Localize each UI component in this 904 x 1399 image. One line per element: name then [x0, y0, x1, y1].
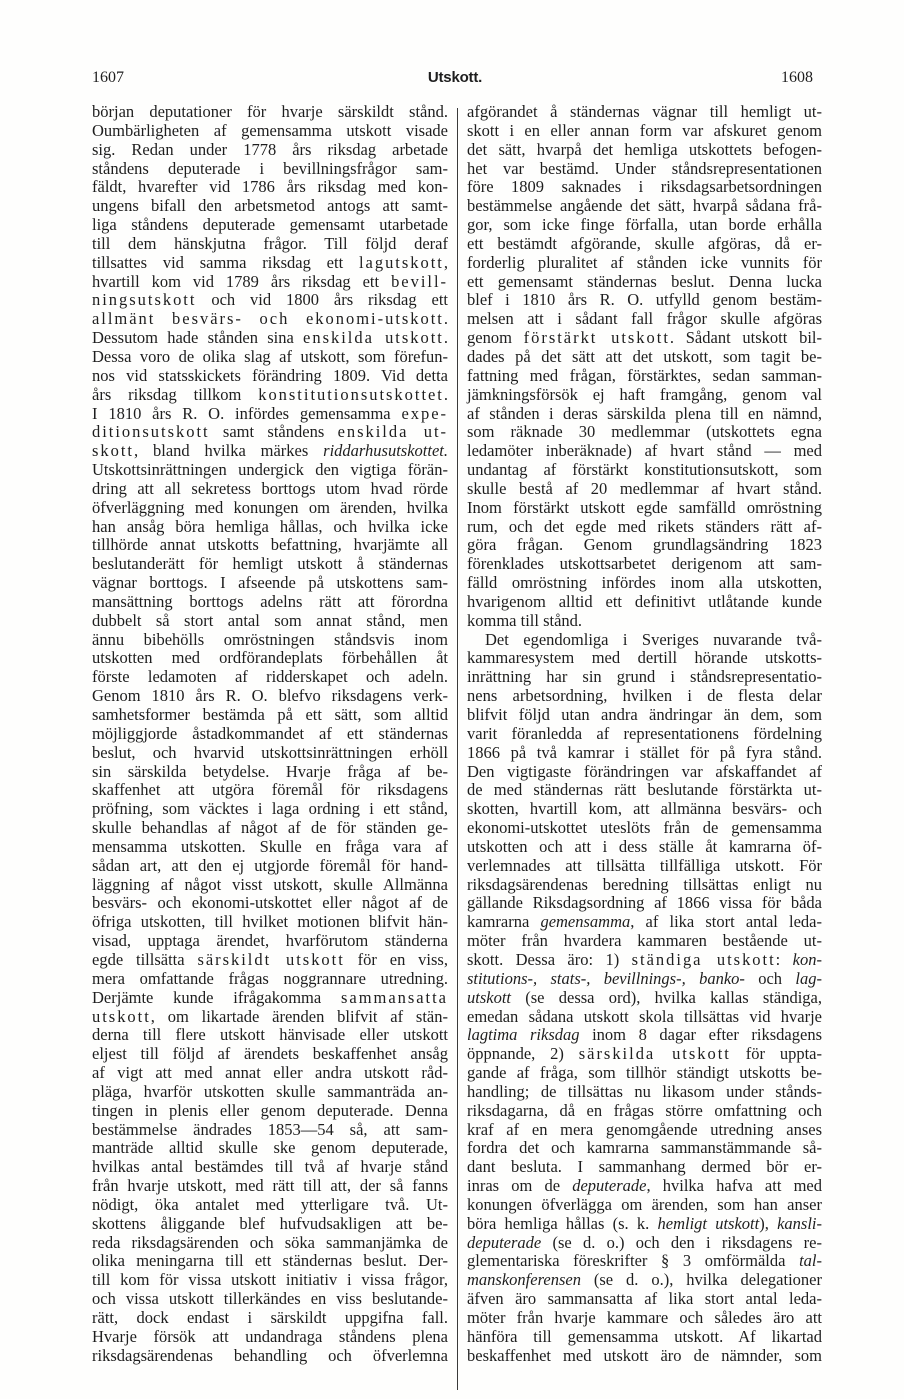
italic-term: gemensamma	[540, 912, 631, 932]
italic-term: tal-	[799, 1251, 822, 1271]
text-line: ännu bibehölls omröstningen ståndsvis inom	[92, 629, 448, 649]
text-line	[467, 1177, 822, 1196]
text-run: genom	[467, 328, 524, 348]
text-line: gällande Riksdagsordning af 1866 vissa för båda	[467, 893, 822, 913]
text-line: bestämmelse angående det sätt, hvarpå sådana frå-	[467, 196, 822, 216]
text-line: liga ståndens deputerade gemensamt utarbetade	[92, 215, 448, 235]
text-line: vägnar borttogs. I afseende på utskottens sam-	[92, 573, 448, 593]
italic-term: kon-	[792, 949, 822, 969]
text-line: skaffenhet att utgöra föremål för riksdagens	[92, 780, 448, 800]
text-line: Utskottsinrättningen undergick den vigtiga förän-	[92, 460, 448, 480]
text-line: rätt, dock endast i särskildt uppgifna fall.	[92, 1308, 448, 1327]
text-line: Hvarje försök att undandraga ståndens plena	[92, 1326, 448, 1346]
text-run: (se d. o.) och den i riksdagens re-	[541, 1232, 822, 1252]
text-line: läggning af något visst utskott, skulle Allmänna	[92, 874, 448, 894]
italic-term: stitutions-, stats-, bevillnings-, banko-	[467, 968, 745, 988]
text-run: , om likartade ärenden blifvit af stän-	[150, 1006, 448, 1026]
text-line	[92, 273, 448, 292]
text-line	[92, 254, 448, 273]
text-line	[467, 913, 822, 932]
text-line: undantag af förstärkt konstitutionsutskott, som	[467, 460, 822, 480]
text-line: bestämmelse ändrades 1853—54 så, att sam-	[92, 1119, 448, 1139]
text-line: handling; de tillsättas nu likasom under stånds-	[467, 1081, 822, 1101]
text-line: ett gemensamt ständernas beslut. Denna lucka	[467, 271, 822, 291]
text-line	[467, 951, 822, 970]
text-run: och vid 1800 års riksdag ett	[196, 290, 448, 310]
text-line: sig. Redan under 1778 års riksdag arbetade	[92, 139, 448, 159]
text-line	[467, 1215, 822, 1234]
text-line	[467, 970, 822, 989]
text-line	[92, 989, 448, 1008]
italic-term: lagtima riksdag	[467, 1025, 580, 1045]
text-line: ståndens deputerade i bevillningsfrågor sam-	[92, 158, 448, 178]
spaced-term: ständiga utskott	[631, 949, 776, 969]
text-line: beslutanderätt för hemligt utskott å ständernas	[92, 554, 448, 574]
italic-term: hemligt utskott	[657, 1213, 760, 1233]
text-line: han ansåg böra hemliga hållas, och hvilka icke	[92, 516, 448, 536]
text-line	[92, 951, 448, 970]
spaced-term: särskildt utskott	[197, 949, 345, 969]
text-line: het var bestämd. Under ståndsrepresentationen	[467, 158, 822, 178]
text-line: skulle bestå af 20 medlemmar af hvart stånd.	[467, 478, 822, 498]
text-line: konungen öfverlägga om ärenden, som han anser	[467, 1194, 822, 1214]
spaced-term: enskilda ut-	[337, 422, 448, 442]
text-run: öppnande, 2)	[467, 1044, 579, 1064]
text-line: och vissa utskott tillerkändes en viss beslutande-	[92, 1289, 448, 1309]
text-run: .	[443, 328, 448, 348]
text-line: dant besluta. I sammanhang dermed bör er-	[467, 1157, 822, 1177]
text-run: samt ståndens	[209, 422, 338, 442]
text-line: tingen in plenis eller genom deputerade. Denna	[92, 1100, 448, 1120]
text-run: Dessutom hade stånden sina	[92, 328, 304, 348]
text-line: hvarigenom alltid ett definitivt utlåtande kunde	[467, 591, 822, 611]
text-line: riksdagarna, då en frågas större omfattning och	[467, 1100, 822, 1120]
text-line	[467, 1252, 822, 1271]
text-run: kamrarna	[467, 912, 541, 932]
spaced-term: särskilda utskott	[578, 1044, 731, 1064]
text-line: emedan sådana utskott skola tillsättas vid hvarje	[467, 1006, 822, 1026]
text-run: glementariska föreskrifter § 3 omförmälda	[467, 1251, 800, 1271]
text-line: fattning med frågan, förstärktes, sedan samman-	[467, 365, 822, 385]
text-run: , hvilka hafva att med	[646, 1176, 822, 1196]
text-line: dades på det sätt att det utskott, som tagit be-	[467, 346, 822, 366]
spaced-term: lagutskott	[358, 252, 444, 272]
text-line: hänföra till gemensamma utskott. Af likartad	[467, 1326, 822, 1346]
text-line: eljest till följd af ärendets beskaffenhet ansåg	[92, 1044, 448, 1064]
spaced-term: enskilda utskott	[303, 328, 444, 348]
text-line: varit föranledda af representationens fördelning	[467, 723, 822, 743]
text-line: gande af fråga, som tillhör ständigt utskotts be-	[467, 1063, 822, 1083]
text-line: från hvarje utskott, med rätt till att, der så fanns	[92, 1176, 448, 1196]
text-run: hvartill kom vid 1789 års riksdag ett	[92, 271, 392, 291]
text-run: (se d. o.), hvilka delegationer	[580, 1270, 822, 1290]
text-line: tillhörde annat utskotts befattning, hvarjämte all	[92, 535, 448, 555]
text-line: öfverläggning med konungen om ärenden, hvilka	[92, 497, 448, 517]
text-run: ),	[759, 1213, 778, 1233]
right-column	[467, 103, 822, 1366]
italic-term: utskott	[467, 987, 511, 1007]
text-run: års riksdag tillkom	[92, 384, 259, 404]
text-line: möter från hvarje kammare och således äro att	[467, 1308, 822, 1327]
text-line	[467, 1271, 822, 1290]
text-line	[467, 1026, 822, 1045]
text-line	[467, 329, 822, 348]
text-line: af stånden i deras särskilda plena till en nämnd,	[467, 403, 822, 423]
text-line	[92, 386, 448, 405]
text-run: inom 8 dagar efter riksdagens	[579, 1025, 822, 1045]
text-line: nödigt, öka antalet med ytterligare två. Ut-	[92, 1194, 448, 1214]
text-run: böra hemliga hållas (s. k.	[467, 1213, 658, 1233]
text-run: inras om de	[467, 1176, 573, 1196]
italic-term: lag-	[795, 968, 822, 988]
page-number-right: 1608	[781, 69, 813, 86]
text-line: det sätt, hvarpå det hemliga utskottets befogen-	[467, 139, 822, 159]
text-line: jämkningsförsök ej haft framgång, genom val	[467, 384, 822, 404]
page-number-left: 1607	[92, 69, 124, 86]
text-line: mensamma utskotten. Skulle en fråga vara af	[92, 836, 448, 856]
text-line	[467, 989, 822, 1008]
text-line: utskotten och att i dess ställe åt kamrarna öf-	[467, 836, 822, 856]
page-title: Utskott.	[427, 69, 483, 86]
spaced-term: expe-	[401, 403, 448, 423]
text-line: afgörandet å ständernas vägnar till hemligt ut-	[467, 102, 822, 121]
text-line: pläga, hvarför utskotten skulle sammanträda an-	[92, 1081, 448, 1101]
text-line: beslut, och hvarvid utskottsinrättningen erhöll	[92, 742, 448, 762]
text-line	[467, 1234, 822, 1253]
spaced-term: konstitutionsutskottet	[258, 384, 444, 404]
spaced-term: bevill-	[391, 271, 448, 291]
text-run: (se dessa ord), hvilka kallas ständiga,	[511, 987, 822, 1007]
text-line: skottens åliggande blef hufvudsakligen att be-	[92, 1213, 448, 1233]
text-line: forderlig pluralitet af stånden icke vunnits för	[467, 252, 822, 272]
text-run: för en viss,	[344, 949, 448, 969]
text-line: riksdagsärendenas behandling och öfverlemna	[92, 1345, 448, 1365]
italic-term: deputerade	[467, 1232, 542, 1252]
text-line: sin särskilda betydelse. Hvarje fråga af be-	[92, 761, 448, 781]
paragraph	[92, 103, 448, 1366]
text-line: göra frågan. Genom grundlagsändring 1823	[467, 535, 822, 555]
text-line: till kom för vissa utskott initiativ i vissa frågor,	[92, 1270, 448, 1290]
spaced-term: sammansatta	[340, 987, 448, 1007]
text-line: af vigt att med annat eller andra utskott råd-	[92, 1063, 448, 1083]
text-line: fälld omröstning infördes inom alla utskotten,	[467, 573, 822, 593]
text-line	[467, 1045, 822, 1064]
text-run: I 1810 års R. O. infördes gemensamma	[92, 403, 402, 423]
text-line: hvilkas antal bestämdes till två af hvarje stånd	[92, 1157, 448, 1177]
spaced-term: ningsutskott	[92, 290, 197, 310]
text-line: nos vid statsskickets förändring 1809. Vid detta	[92, 365, 448, 385]
text-line: före 1809 saknades i riksdagsarbetsordningen	[467, 177, 822, 197]
paragraph	[467, 103, 822, 631]
text-line: dring att all sekretess borttogs utom hvad rörde	[92, 478, 448, 498]
text-line	[92, 1008, 448, 1027]
text-line: Dessa voro de olika slag af utskott, som förefun-	[92, 346, 448, 366]
text-line: gor, som icke finge förfalla, utan borde erhålla	[467, 215, 822, 235]
text-run: , af lika stort antal leda-	[630, 912, 823, 932]
text-line: början deputationer för hvarje särskildt stånd.	[92, 102, 448, 121]
italic-term: deputerade	[572, 1176, 647, 1196]
text-run: Derjämte kunde ifrågakomma	[92, 987, 341, 1007]
text-run: och	[744, 968, 796, 988]
text-run: . Sådant utskott bil-	[669, 328, 822, 348]
text-line: blef i 1810 års R. O. utfylld genom bestäm-	[467, 290, 822, 310]
text-line: rum, och det egde med rikets ständers rätt af-	[467, 516, 822, 536]
text-run: för uppta-	[730, 1044, 822, 1064]
italic-term: manskonferensen	[467, 1270, 581, 1290]
text-line	[92, 329, 448, 348]
text-line: manträde alltid skulle ske genom deputerade,	[92, 1138, 448, 1158]
text-line: till dem hänskjutna frågor. Till följd deraf	[92, 233, 448, 253]
text-line: skulle behandlas af något af de för ständen ge-	[92, 818, 448, 838]
text-line: sådan art, att den ej utgjorde föremål för hand-	[92, 855, 448, 875]
text-line: Genom 1810 års R. O. blefvo riksdagens verk-	[92, 686, 448, 706]
text-run: :	[775, 949, 793, 969]
text-line: 1866 på två kamrar i stället för på fyra stånd.	[467, 742, 822, 762]
text-line: kammaresystem med dertill hörande utskotts-	[467, 648, 822, 668]
text-line: äfven äro sammansatta af lika stort antal leda-	[467, 1289, 822, 1309]
text-run: tillsattes vid samma riksdag ett	[92, 252, 359, 272]
text-line: som räknade 30 medlemmar (utskottets egna	[467, 422, 822, 442]
text-line: fordra det och kamrarna sammanstämmande så-	[467, 1138, 822, 1158]
text-line: ekonomi-utskottet uteslöts från de gemensamma	[467, 818, 822, 838]
text-line: komma till stånd.	[467, 610, 583, 630]
text-line: förste ledamoten af ridderskapet och adeln.	[92, 667, 448, 687]
text-line: melsen att i sådant fall frågor skulle afgöras	[467, 309, 822, 329]
text-line: möjliggjorde åstadkommandet af ett ständernas	[92, 723, 448, 743]
text-line: olika meningarna till ett ständernas beslut. Der-	[92, 1251, 448, 1271]
italic-term: kansli-	[777, 1213, 822, 1233]
text-line: inrättning har sin grund i ståndsrepresentatio-	[467, 667, 822, 687]
text-line: blifvit följd utan andra ändringar än dem, som	[467, 705, 822, 724]
text-line: mera omfattande frågas noggrannare utredning.	[92, 968, 448, 988]
text-line: skotten, hvartill kom, att allmänna besvärs- och	[467, 799, 822, 819]
text-run: egde tillsätta	[92, 949, 198, 969]
text-line	[92, 310, 448, 329]
text-line: derna till flere utskott hänvisade eller utskott	[92, 1025, 448, 1045]
text-line: Oumbärligheten af gemensamma utskott visade	[92, 120, 448, 140]
text-run: .	[443, 384, 448, 404]
text-line	[92, 405, 448, 424]
text-line: Inom förstärkt utskott egde samfälld omröstning	[467, 497, 822, 517]
spaced-term: förstärkt utskott	[523, 328, 670, 348]
text-line: kraf af en mera genomgående utredning anses	[467, 1119, 822, 1139]
text-run: , bland hvilka märkes	[134, 441, 324, 461]
text-line: skott i en eller annan form var afskuret genom	[467, 120, 822, 140]
text-line: visad, upptaga ärendet, hvarförutom ständerna	[92, 931, 448, 951]
spaced-term: ditionsutskott	[92, 422, 210, 442]
text-line: reda riksdagsärenden och söka sammanjämka de	[92, 1232, 448, 1252]
text-line: ungens bifall den arbetsmetod antogs att samt-	[92, 196, 448, 216]
text-line: verlemnades att tillsätta tillfälliga utskott. För	[467, 855, 822, 875]
text-line: nens arbetsordning, hvilken i de flesta delar	[467, 686, 822, 706]
spaced-term: utskott	[92, 1006, 151, 1026]
text-line: dubbelt så stort antal som annat stånd, men	[92, 610, 448, 630]
text-line: riksdagsärendenas beredning tillsättas enligt nu	[467, 874, 822, 894]
text-line: utskotten med ordförandeplats förbehållen åt	[92, 648, 448, 668]
column-divider	[457, 108, 458, 1390]
text-line	[92, 442, 448, 461]
text-line: fäldt, hvarefter vid 1786 års riksdag med kon-	[92, 177, 448, 197]
left-column	[92, 103, 448, 1366]
text-line	[92, 291, 448, 310]
paragraph	[467, 631, 822, 1366]
text-line: Den vigtigaste förändringen var afskaffandet af	[467, 761, 822, 781]
text-line: ett bestämdt afgörande, skulle afgöras, då er-	[467, 233, 822, 253]
text-line: pröfning, som väcktes i laga ordning i ett stånd,	[92, 799, 448, 819]
text-line: öfriga utskotten, till hvilket motionen blifvit hän-	[92, 912, 448, 932]
text-line: förenklades utskottsarbetet derigenom att sam-	[467, 554, 822, 574]
text-line	[92, 423, 448, 442]
text-line: beskaffenhet med utskott äro de nämnder, som	[467, 1345, 822, 1365]
text-line: besvärs- och ekonomi-utskottet eller något af de	[92, 893, 448, 913]
italic-term: riddarhusutskottet.	[323, 441, 448, 461]
spaced-term: allmänt besvärs- och ekonomi-utskott	[92, 309, 444, 329]
text-run: .	[443, 309, 448, 329]
text-line: samhetsformer bestämda på ett sätt, som alltid	[92, 705, 448, 724]
spaced-term: skott	[92, 441, 134, 461]
text-line: ledamöter inberäknade) af hvart stånd — med	[467, 441, 822, 461]
text-line: möter från hvardera kammaren bestående ut-	[467, 931, 822, 951]
text-line: de med ständernas rätt beslutande förstärkta ut-	[467, 780, 822, 800]
text-run: skott. Dessa äro: 1)	[467, 949, 632, 969]
text-run: ,	[443, 252, 448, 272]
text-line: mansättning borttogs adelns rätt att förordna	[92, 591, 448, 611]
text-line: Det egendomliga i Sveriges nuvarande två-	[485, 629, 822, 649]
